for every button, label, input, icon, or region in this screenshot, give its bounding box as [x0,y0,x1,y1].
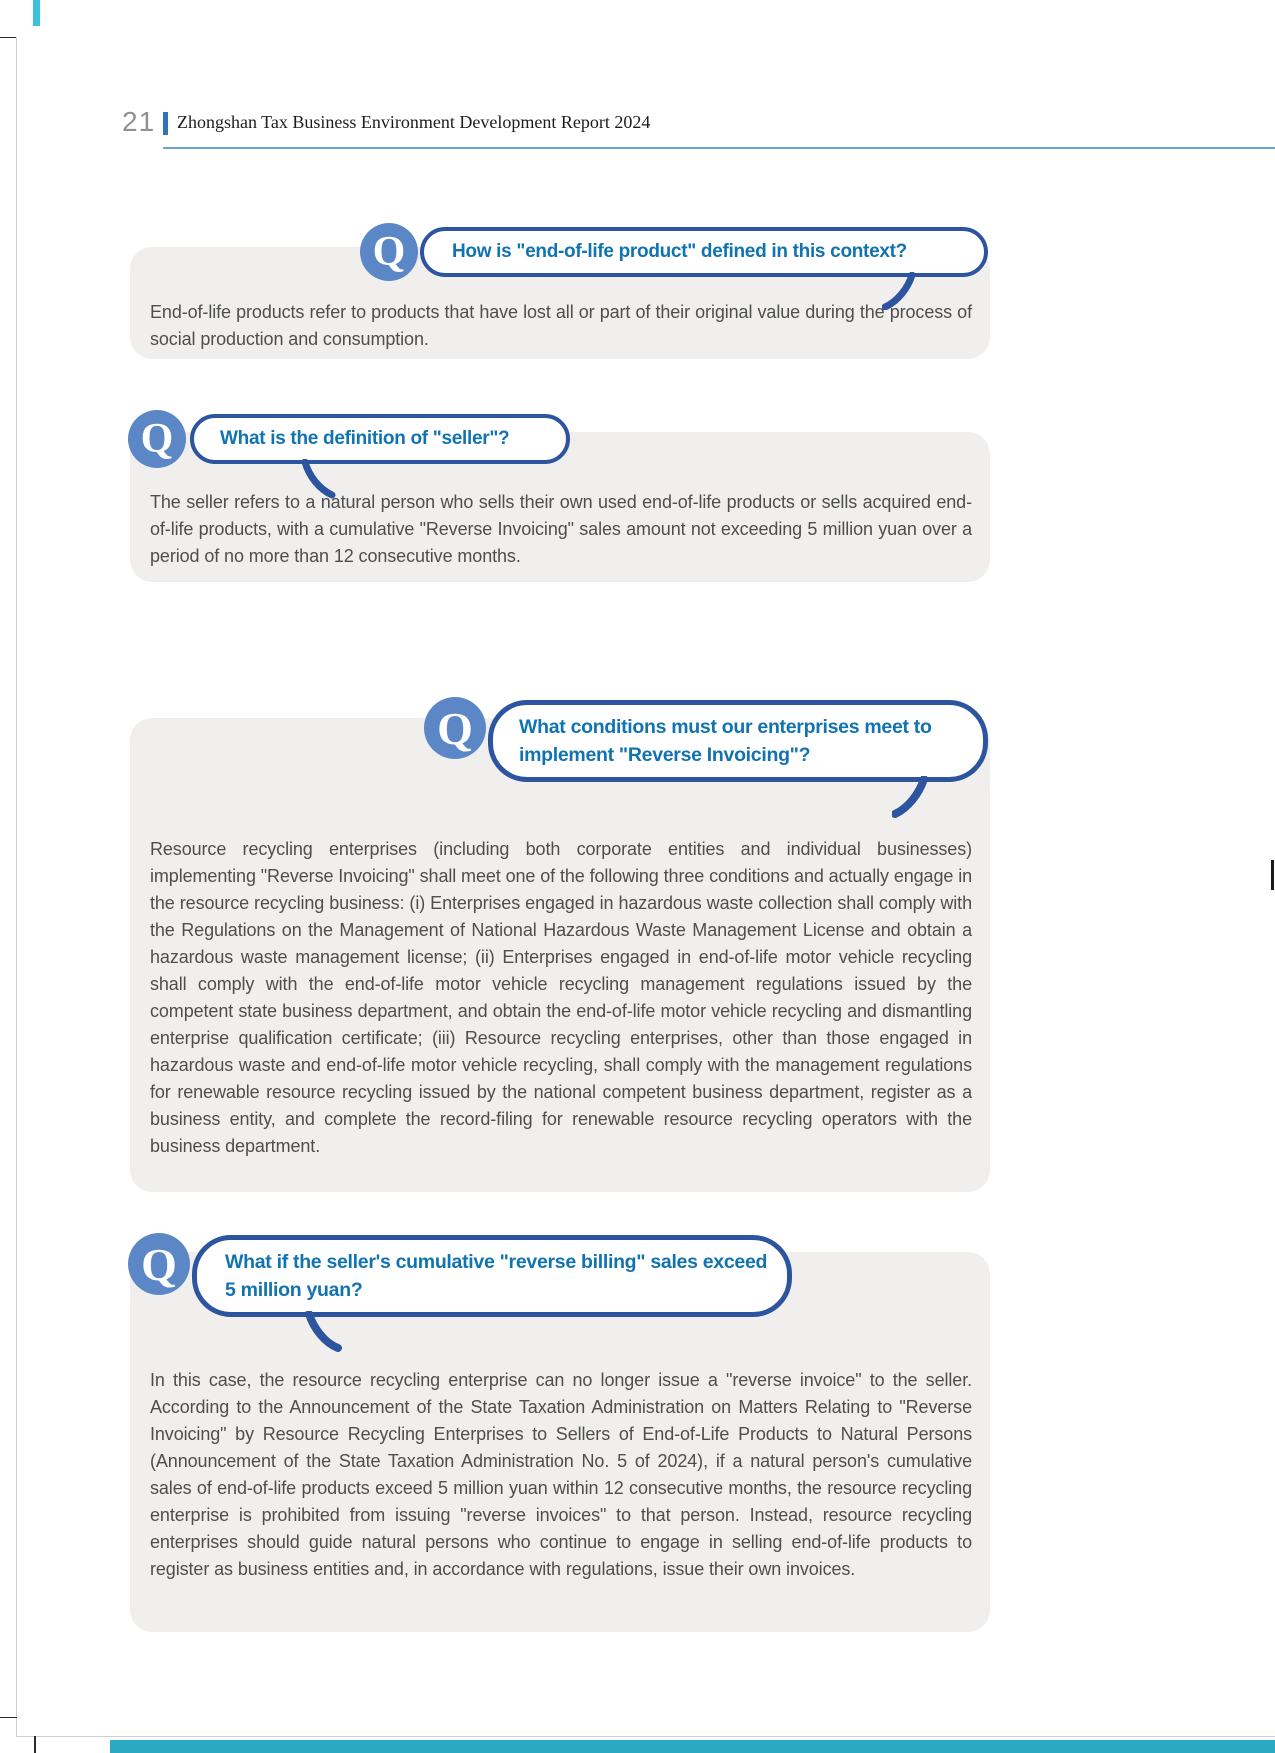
question-bubble: How is "end-of-life product" defined in this context? [420,227,988,277]
bubble-tail-icon [300,459,336,499]
bubble-tail-icon [892,776,928,818]
page-edge-left [16,37,17,1736]
bubble-tail-icon [882,272,916,310]
footer-accent-bar [110,1740,1275,1753]
question-bubble: What conditions must our enterprises meet to implement "Reverse Invoicing"? [488,700,988,782]
crop-mark-right [1271,860,1274,890]
q-circle-icon: Q [360,223,418,281]
answer-text: In this case, the resource recycling enterprise can no longer issue a "reverse invoice" to the seller. According to the Announcement of the State Taxation Administration on Matters Relating to "Reverse Invoicing" by Resource Recycling Enterprises to Sellers of End-of-Life Products to Natural Persons (Announcement of the State Taxation Administration No. 5 of 2024), if a natural person's cumulative sales of end-of-life products exceed 5 million yuan within 12 consecutive months, the resource recycling enterprise is prohibited from issuing "reverse invoices" to that person. Instead, resource recycling enterprises should guide natural persons who continue to engage in selling end-of-life products to register as business entities and, in accordance with regulations, issue their own invoices. [150,1370,972,1579]
crop-mark-bottom-left-vertical [34,1736,36,1753]
bubble-tail-icon [304,1311,342,1353]
question-bubble: What is the definition of "seller"? [190,414,570,464]
page-edge-bottom [16,1736,1275,1737]
crop-mark-bottom-left-horizontal [0,1717,17,1718]
q-circle-icon: Q [424,697,486,759]
report-title: Zhongshan Tax Business Environment Development Report 2024 [177,112,651,132]
page-number: 21 [122,106,156,137]
title-tick-bar [163,112,168,135]
crop-mark-top-left [0,37,16,38]
answer-text: The seller refers to a natural person who sells their own used end-of-life products or sells acquired end-of-life products, with a cumulative "Reverse Invoicing" sales amount not exceeding 5 million yuan over a period of no more than 12 consecutive months. [150,492,972,566]
corner-registration-mark [33,0,40,26]
q-circle-icon: Q [128,1233,190,1295]
question-bubble: What if the seller's cumulative "reverse billing" sales exceed 5 million yuan? [192,1235,792,1317]
answer-text: End-of-life products refer to products that have lost all or part of their original value during the process of social production and consumption. [150,302,972,349]
q-circle-icon: Q [128,410,186,468]
answer-text: Resource recycling enterprises (including both corporate entities and individual businesses) implementing "Reverse Invoicing" shall meet one of the following three conditions and actually engage in the resource recycling business: (i) Enterprises engaged in hazardous waste collection shall comply with the Regulations on the Management of National Hazardous Waste Management License and obtain a hazardous waste management license; (ii) Enterprises engaged in end-of-life motor vehicle recycling shall comply with the end-of-life motor vehicle recycling management regulations issued by the competent state business department, and obtain the end-of-life motor vehicle recycling and dismantling enterprise qualification certificate; (iii) Resource recycling enterprises, other than those engaged in hazardous waste and end-of-life motor vehicle recycling, shall comply with the management regulations for renewable resource recycling issued by the national competent business department, register as a business entity, and complete the record-filing for renewable resource recycling operators with the business department. [150,839,972,1156]
header-divider-line [163,147,1275,149]
